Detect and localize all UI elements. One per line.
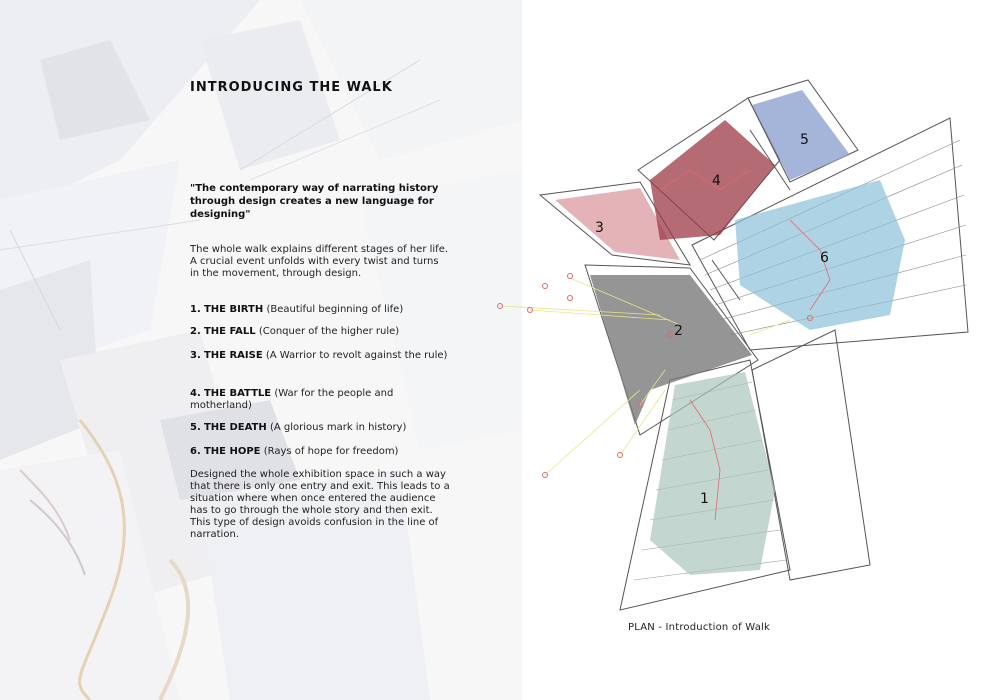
page-title: INTRODUCING THE WALK bbox=[190, 80, 393, 95]
zone-label: 6 bbox=[820, 250, 829, 266]
stage-death bbox=[190, 422, 452, 434]
design-quote: "The contemporary way of narrating history through design creates a new language for designing" bbox=[190, 183, 439, 220]
stage-description: (War for the people and motherland) bbox=[190, 388, 394, 411]
intro-paragraph: The whole walk explains different stages of her life. A crucial event unfolds with every twist and turns in the movement, through design. bbox=[190, 244, 449, 279]
stage-description: (A glorious mark in history) bbox=[269, 422, 407, 433]
stage-number: 1. bbox=[190, 304, 201, 315]
stage-name: THE HOPE bbox=[203, 446, 261, 457]
stage-hope bbox=[190, 446, 452, 458]
zone-label: 5 bbox=[800, 132, 809, 148]
stage-number: 4. bbox=[190, 388, 201, 399]
stage-battle bbox=[190, 388, 452, 412]
stage-raise bbox=[190, 350, 452, 362]
stage-number: 3. bbox=[190, 350, 201, 361]
stage-description: (Rays of hope for freedom) bbox=[263, 446, 399, 457]
stage-description: (Beautiful beginning of life) bbox=[266, 304, 404, 315]
floor-plan bbox=[490, 70, 970, 630]
stage-birth bbox=[190, 304, 452, 316]
stage-name: THE BATTLE bbox=[203, 388, 272, 399]
stage-name: THE RAISE bbox=[203, 350, 263, 361]
zone-1-fill bbox=[650, 372, 775, 575]
stage-name: THE BIRTH bbox=[203, 304, 264, 315]
stage-name: THE DEATH bbox=[203, 422, 267, 433]
zone-label: 4 bbox=[712, 173, 721, 189]
zone-label: 3 bbox=[595, 220, 604, 236]
outro-paragraph: Designed the whole exhibition space in such a way that there is only one entry and exit. This leads to a situation where when once entered the audience has to go through the whole story and then exit. This type of design avoids confusion in the line of narration. bbox=[190, 469, 450, 540]
stage-description: (A Warrior to revolt against the rule) bbox=[265, 350, 448, 361]
stage-description: (Conquer of the higher rule) bbox=[258, 326, 400, 337]
stage-number: 6. bbox=[190, 446, 201, 457]
zone-label: 1 bbox=[700, 491, 709, 507]
stage-fall bbox=[190, 326, 452, 338]
plan-caption: PLAN - Introduction of Walk bbox=[628, 622, 771, 633]
stage-name: THE FALL bbox=[203, 326, 256, 337]
stage-number: 5. bbox=[190, 422, 201, 433]
zone-label: 2 bbox=[674, 323, 683, 339]
stage-number: 2. bbox=[190, 326, 201, 337]
